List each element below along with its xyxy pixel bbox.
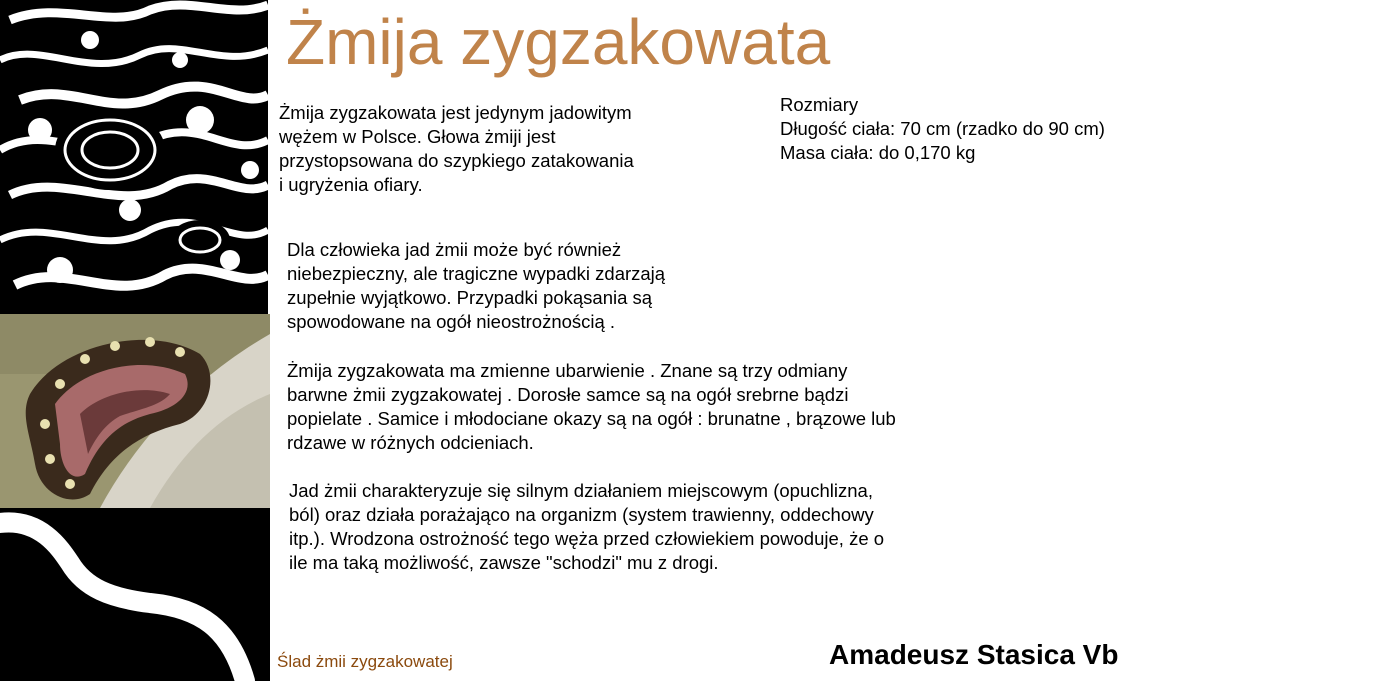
intro-line: wężem w Polsce. Głowa żmiji jest	[279, 126, 556, 147]
viper-head-photo	[0, 314, 270, 508]
sizes-heading: Rozmiary	[780, 94, 859, 115]
snake-skin-pattern-image	[0, 0, 268, 314]
venom-line: ile ma taką możliwość, zawsze "schodzi" mu z drogi.	[289, 552, 719, 573]
coloring-line: popielate . Samice i młodociane okazy są na ogół : brunatne , brązowe lub	[287, 408, 896, 429]
coloring-line: Żmija zygzakowata ma zmienne ubarwienie . Znane są trzy odmiany	[287, 360, 848, 381]
page-title: Żmija zygzakowata	[286, 6, 831, 78]
author-name: Amadeusz Stasica Vb	[829, 639, 1119, 670]
danger-line: spowodowane na ogół nieostrożnością .	[287, 311, 616, 332]
danger-line: Dla człowieka jad żmii może być również	[287, 239, 622, 260]
intro-paragraph	[279, 101, 634, 197]
snake-trail-image	[0, 508, 270, 681]
coloring-line: rdzawe w różnych odcieniach.	[287, 432, 534, 453]
danger-line: zupełnie wyjątkowo. Przypadki pokąsania są	[287, 287, 653, 308]
danger-line: niebezpieczny, ale tragiczne wypadki zdarzają	[287, 263, 666, 284]
sizes-length: Długość ciała: 70 cm (rzadko do 90 cm)	[780, 118, 1105, 139]
intro-line: i ugryżenia ofiary.	[279, 174, 423, 195]
coloring-paragraph	[287, 359, 896, 455]
sizes-block	[780, 93, 1105, 165]
venom-paragraph	[289, 479, 884, 575]
image-column	[0, 0, 270, 681]
venom-line: Jad żmii charakteryzuje się silnym działaniem miejscowym (opuchlizna,	[289, 480, 873, 501]
sizes-mass: Masa ciała: do 0,170 kg	[780, 142, 976, 163]
trail-caption: Ślad żmii zygzakowatej	[277, 652, 453, 671]
coloring-line: barwne żmii zygzakowatej . Dorosłe samce są na ogół srebrne bądzi	[287, 384, 849, 405]
venom-line: itp.). Wrodzona ostrożność tego węża przed człowiekiem powoduje, że o	[289, 528, 885, 549]
danger-paragraph	[287, 238, 665, 334]
venom-line: ból) oraz działa porażająco na organizm (system trawienny, oddechowy	[289, 504, 874, 525]
intro-line: Żmija zygzakowata jest jedynym jadowitym	[279, 102, 632, 123]
intro-line: przystopsowana do szypkiego zatakowania	[279, 150, 634, 171]
